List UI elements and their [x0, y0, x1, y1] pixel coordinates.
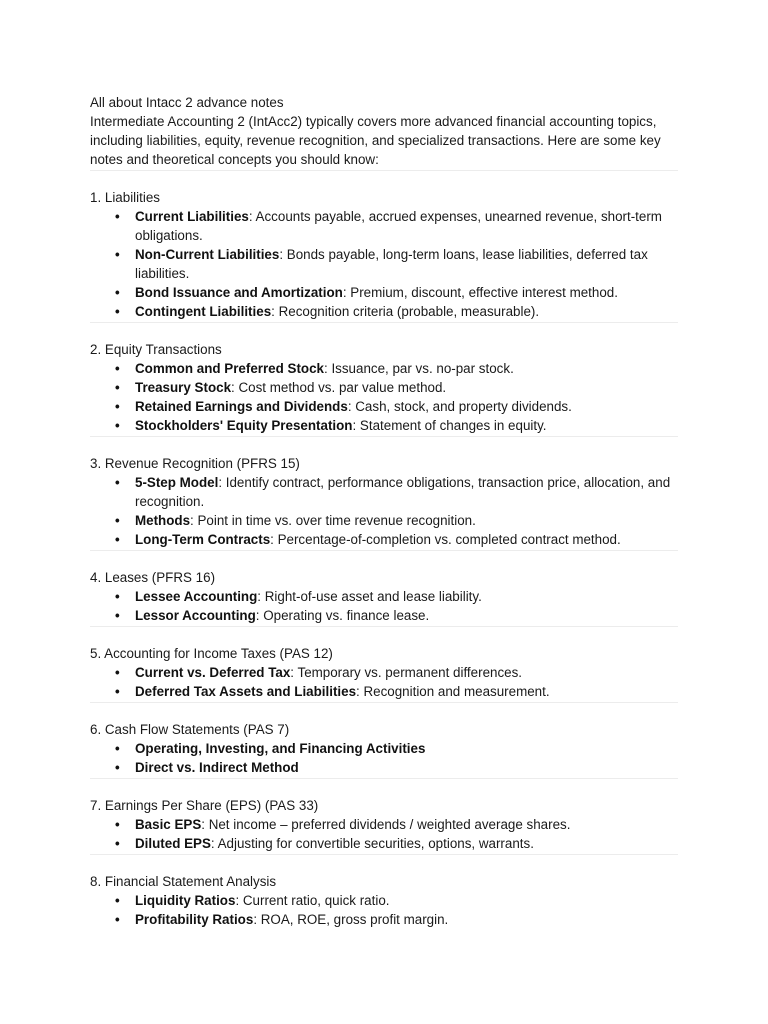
- divider: [90, 626, 678, 627]
- section-heading: 3. Revenue Recognition (PFRS 15): [90, 456, 300, 471]
- section-heading: 1. Liabilities: [90, 190, 160, 205]
- item-term: Lessor Accounting: [135, 608, 256, 623]
- divider: [90, 702, 678, 703]
- list-item: [135, 815, 678, 834]
- section-heading: 6. Cash Flow Statements (PAS 7): [90, 722, 290, 737]
- item-term: Basic EPS: [135, 817, 202, 832]
- list-item: [135, 910, 678, 929]
- list-item: [135, 511, 678, 530]
- section-heading: 4. Leases (PFRS 16): [90, 570, 216, 585]
- divider: [90, 436, 678, 437]
- item-description: : Temporary vs. permanent differences.: [290, 665, 523, 680]
- intro-paragraph: Intermediate Accounting 2 (IntAcc2) typically covers more advanced financial accounting topics, including liabilities, equity, revenue recognition, and specialized transactions. Here are some key notes and theoretical concepts you should know:: [90, 114, 661, 167]
- item-description: : Recognition criteria (probable, measurable).: [271, 304, 540, 319]
- item-description: : Cash, stock, and property dividends.: [347, 399, 572, 414]
- item-description: : Identify contract, performance obligations, transaction price, allocation, and recognition.: [135, 475, 671, 509]
- bullet-list: [90, 663, 678, 701]
- item-term: Retained Earnings and Dividends: [135, 399, 348, 414]
- sections-container: [90, 188, 678, 929]
- list-item: [135, 530, 678, 549]
- item-term: Long-Term Contracts: [135, 532, 271, 547]
- list-item: [135, 359, 678, 378]
- item-term: Current Liabilities: [135, 209, 249, 224]
- bullet-list: [90, 359, 678, 435]
- divider: [90, 550, 678, 551]
- list-item: [135, 397, 678, 416]
- list-item: [135, 682, 678, 701]
- list-item: [135, 283, 678, 302]
- bullet-list: [90, 473, 678, 549]
- item-term: Lessee Accounting: [135, 589, 258, 604]
- item-description: : Right-of-use asset and lease liability.: [257, 589, 482, 604]
- list-item: [135, 416, 678, 435]
- item-description: : Recognition and measurement.: [356, 684, 550, 699]
- item-description: : Point in time vs. over time revenue recognition.: [190, 513, 476, 528]
- divider: [90, 170, 678, 171]
- bullet-list: [90, 207, 678, 321]
- section: [90, 644, 678, 703]
- item-term: Bond Issuance and Amortization: [135, 285, 343, 300]
- section: [90, 872, 678, 929]
- item-term: Diluted EPS: [135, 836, 211, 851]
- list-item: [135, 378, 678, 397]
- section-heading: 8. Financial Statement Analysis: [90, 874, 277, 889]
- list-item: [135, 473, 678, 511]
- item-term: Stockholders' Equity Presentation: [135, 418, 353, 433]
- section-heading: 5. Accounting for Income Taxes (PAS 12): [90, 646, 333, 661]
- list-item: [135, 587, 678, 606]
- divider: [90, 322, 678, 323]
- item-description: : ROA, ROE, gross profit margin.: [253, 912, 449, 927]
- item-term: Operating, Investing, and Financing Activities: [135, 741, 426, 756]
- section: [90, 568, 678, 627]
- item-description: : Statement of changes in equity.: [352, 418, 547, 433]
- list-item: [135, 207, 678, 245]
- item-term: Treasury Stock: [135, 380, 232, 395]
- item-description: : Current ratio, quick ratio.: [235, 893, 390, 908]
- bullet-list: [90, 587, 678, 625]
- list-item: [135, 663, 678, 682]
- item-term: Deferred Tax Assets and Liabilities: [135, 684, 357, 699]
- divider: [90, 778, 678, 779]
- item-term: Liquidity Ratios: [135, 893, 236, 908]
- bullet-list: [90, 815, 678, 853]
- bullet-list: [90, 891, 678, 929]
- section-heading: 7. Earnings Per Share (EPS) (PAS 33): [90, 798, 319, 813]
- list-item: [135, 739, 678, 758]
- item-description: : Accounts payable, accrued expenses, unearned revenue, short-term obligations.: [135, 209, 662, 243]
- list-item: [135, 302, 678, 321]
- item-description: : Issuance, par vs. no-par stock.: [324, 361, 514, 376]
- item-description: : Net income – preferred dividends / weighted average shares.: [201, 817, 571, 832]
- section: [90, 454, 678, 551]
- section: [90, 340, 678, 437]
- item-term: Current vs. Deferred Tax: [135, 665, 291, 680]
- list-item: [135, 758, 678, 777]
- section-heading: 2. Equity Transactions: [90, 342, 222, 357]
- item-description: : Premium, discount, effective interest method.: [342, 285, 618, 300]
- list-item: [135, 891, 678, 910]
- section: [90, 720, 678, 779]
- item-term: 5-Step Model: [135, 475, 219, 490]
- item-term: Direct vs. Indirect Method: [135, 760, 299, 775]
- item-description: : Bonds payable, long-term loans, lease liabilities, deferred tax liabilities.: [135, 247, 648, 281]
- item-term: Contingent Liabilities: [135, 304, 272, 319]
- item-term: Common and Preferred Stock: [135, 361, 324, 376]
- list-item: [135, 606, 678, 625]
- item-term: Methods: [135, 513, 191, 528]
- document-body: [90, 93, 678, 929]
- list-item: [135, 245, 678, 283]
- item-term: Non-Current Liabilities: [135, 247, 280, 262]
- bullet-list: [90, 739, 678, 777]
- divider: [90, 854, 678, 855]
- section: [90, 188, 678, 323]
- item-description: : Percentage-of-completion vs. completed contract method.: [270, 532, 621, 547]
- list-item: [135, 834, 678, 853]
- document-title: All about Intacc 2 advance notes: [90, 95, 284, 110]
- item-term: Profitability Ratios: [135, 912, 254, 927]
- item-description: : Adjusting for convertible securities, options, warrants.: [210, 836, 534, 851]
- section: [90, 796, 678, 855]
- item-description: : Operating vs. finance lease.: [255, 608, 430, 623]
- item-description: : Cost method vs. par value method.: [231, 380, 447, 395]
